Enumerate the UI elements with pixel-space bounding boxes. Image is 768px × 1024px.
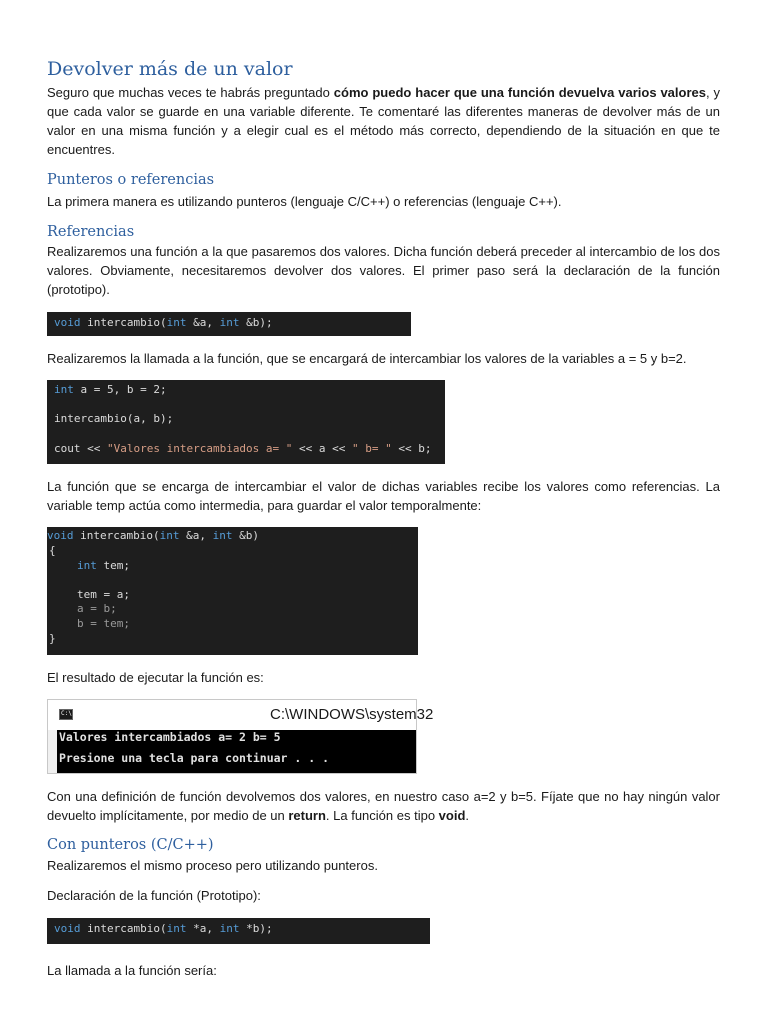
console-titlebar: [48, 700, 434, 730]
punteros-paragraph-1: Realizaremos el mismo proceso pero utilizando punteros.: [47, 858, 378, 873]
console-output-window: [47, 699, 434, 774]
referencias-paragraph-5: Con una definición de función devolvemos dos valores, en nuestro caso a=2 y b=5. Fíjate que no hay ningún valor devuelto implícitamente, por medio de un return. La función es tipo void.: [47, 789, 720, 823]
code-block-function-ref: void intercambio(int &a, int &b) { int tem; tem = a; a = b; b = tem; }: [47, 527, 418, 655]
page-title: Devolver más de un valor: [47, 58, 293, 80]
intro-text-end: , y que cada valor se guarde en una variable diferente. Te comentaré las diferentes maneras de devolver más de un valor en una misma función y a elegir cual es el método más correcto, dependiendo de la situación en que te encuentres.: [47, 85, 720, 157]
console-screen: [57, 730, 416, 773]
punteros-paragraph-2: Declaración de la función (Prototipo):: [47, 888, 261, 903]
code-block-prototype-ptr: void intercambio(int *a, int *b);: [47, 918, 430, 944]
punteros-intro-paragraph: La primera manera es utilizando punteros (lenguaje C/C++) o referencias (lenguaje C++).: [47, 194, 562, 209]
intro-text-start: Seguro que muchas veces te habrás preguntado: [47, 85, 334, 100]
heading-referencias: Referencias: [47, 224, 135, 240]
heading-punteros-o-referencias: Punteros o referencias: [47, 172, 215, 188]
referencias-paragraph-3: La función que se encarga de intercambiar el valor de dichas variables recibe los valores como referencias. La variable temp actúa como intermedia, para guardar el valor temporalmente:: [47, 479, 720, 513]
void-keyword: void: [438, 808, 466, 823]
referencias-paragraph-1: Realizaremos una función a la que pasaremos dos valores. Dicha función deberá preceder al intercambio de los dos valores. Obviamente, necesitaremos devolver dos valores. El primer paso será la declaración de la función (prototipo).: [47, 244, 720, 297]
code-block-prototype-ref: void intercambio(int &a, int &b);: [47, 312, 411, 336]
console-line-1: Valores intercambiados a= 2 b= 5: [59, 730, 281, 744]
referencias-paragraph-2: Realizaremos la llamada a la función, que se encargará de intercambiar los valores de la variables a = 5 y b=2.: [47, 351, 687, 366]
heading-con-punteros: Con punteros (C/C++): [47, 837, 214, 853]
return-keyword: return: [288, 808, 326, 823]
console-title: C:\WINDOWS\system32: [270, 706, 434, 723]
code-block-call: int a = 5, b = 2; intercambio(a, b); cout << "Valores intercambiados a= " << a << " b= " << b;: [47, 380, 445, 464]
punteros-paragraph-3: La llamada a la función sería:: [47, 963, 217, 978]
intro-bold-text: cómo puedo hacer que una función devuelva varios valores: [333, 85, 706, 100]
console-app-icon: C:\.: [59, 709, 73, 720]
referencias-paragraph-4: El resultado de ejecutar la función es:: [47, 670, 264, 685]
console-line-2: Presione una tecla para continuar . . .: [59, 751, 330, 765]
intro-paragraph: [47, 83, 720, 159]
